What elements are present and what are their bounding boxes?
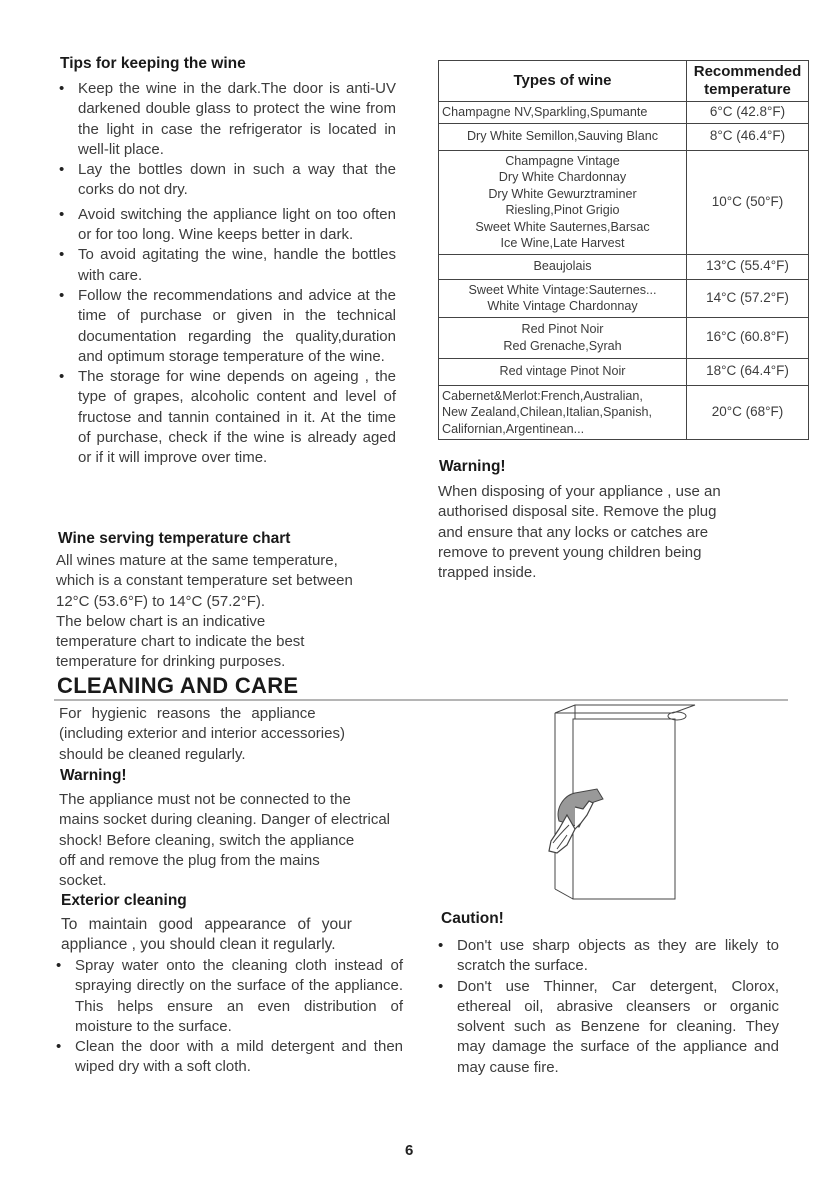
disposal-line: When disposing of your appliance , use an (438, 483, 721, 500)
table-header-temperature: Recommended temperature (687, 61, 809, 102)
page-number: 6 (405, 1142, 414, 1159)
caution-item: • Don't use sharp objects as they are likely to scratch the surface. (437, 936, 779, 977)
wine-type-cell: Sweet White Vintage:Sauternes... White Vintage Chardonnay (439, 279, 687, 317)
fridge-knob-icon (668, 712, 686, 720)
wine-type-cell: Champagne Vintage Dry White Chardonnay Dry White Gewurztraminer Riesling,Pinot Grigio Sweet White Sauternes,Barsac Ice Wine,Late Harvest (439, 150, 687, 254)
warning-line: mains socket during cleaning. Danger of electrical (59, 811, 391, 829)
cleaning-warning-heading: Warning! (60, 767, 127, 784)
wine-temperature-table (438, 60, 809, 440)
table-row (439, 385, 809, 440)
disposal-line: authorised disposal site. Remove the plug (438, 503, 717, 521)
table-row (439, 102, 809, 124)
tips-item: • Lay the bottles down in such a way that the corks do not dry. (58, 160, 396, 201)
disposal-line: remove to prevent young children being (438, 543, 702, 561)
table-row (439, 150, 809, 254)
tips-item: • Follow the recommendations and advice at the time of purchase or given in the technical documentation regarding the quality,duration and optimum storage temperature of the wine. (58, 286, 396, 367)
exterior-item: • Spray water onto the cleaning cloth instead of spraying directly on the surface of the appliance. This helps ensure an even distribution of moisture to the surface. (55, 956, 403, 1037)
table-row (439, 358, 809, 385)
refrigerator-cleaning-illustration (545, 703, 705, 903)
table-header-row (439, 61, 809, 102)
wine-type-cell: Beaujolais (439, 254, 687, 279)
serving-heading: Wine serving temperature chart (58, 530, 291, 547)
wine-temp-cell: 10°C (50°F) (687, 150, 809, 254)
exterior-item: • Clean the door with a mild detergent and then wiped dry with a soft cloth. (55, 1037, 403, 1078)
exterior-intro-line: appliance , you should clean it regularly. (61, 936, 336, 954)
intro-line: (including exterior and interior accessories) (59, 725, 345, 743)
fridge-base-edge (555, 889, 573, 899)
warning-line: off and remove the plug from the mains (59, 851, 320, 869)
wine-type-cell: Dry White Semillon,Sauving Blanc (439, 123, 687, 150)
serving-line: temperature chart to indicate the best (56, 633, 305, 651)
tips-item: • To avoid agitating the wine, handle the bottles with care. (58, 245, 396, 286)
wine-temp-cell: 20°C (68°F) (687, 385, 809, 440)
tips-item: • The storage for wine depends on ageing , the type of grapes, alcoholic content and level of fructose and tannin contained in it. At the time of purchase, check if the wine is already aged or if it will improve over time. (58, 367, 396, 468)
table-row (439, 254, 809, 279)
tips-item: • Avoid switching the appliance light on too often or for too long. Wine keeps better in dark. (58, 205, 396, 246)
section-title: CLEANING AND CARE (57, 673, 299, 698)
warning-line: shock! Before cleaning, switch the appliance (59, 831, 355, 849)
wine-type-cell: Cabernet&Merlot:French,Australian, New Zealand,Chilean,Italian,Spanish, Californian,Argentinean... (439, 385, 687, 440)
cleaning-warning-text (59, 790, 439, 891)
exterior-cleaning-heading: Exterior cleaning (61, 892, 187, 909)
exterior-intro (61, 915, 401, 956)
wine-type-cell: Red vintage Pinot Noir (439, 358, 687, 385)
exterior-intro-line: To maintain good appearance of your (61, 916, 352, 933)
intro-line: For hygienic reasons the appliance (59, 705, 316, 722)
wine-temp-cell: 6°C (42.8°F) (687, 102, 809, 124)
table-row (439, 123, 809, 150)
warning-line: The appliance must not be connected to the (59, 791, 351, 808)
serving-line: The below chart is an indicative (56, 612, 266, 630)
caution-heading: Caution! (441, 910, 504, 927)
serving-line: which is a constant temperature set between (56, 572, 353, 590)
intro-line: should be cleaned regularly. (59, 745, 246, 763)
serving-line: 12°C (53.6°F) to 14°C (57.2°F). (56, 592, 266, 610)
wine-temp-cell: 13°C (55.4°F) (687, 254, 809, 279)
tips-list (58, 79, 396, 469)
tips-heading: Tips for keeping the wine (60, 55, 246, 72)
table-row (439, 317, 809, 358)
serving-text (56, 551, 406, 673)
disposal-warning-heading: Warning! (439, 458, 506, 475)
exterior-list (55, 956, 403, 1078)
wine-temp-cell: 14°C (57.2°F) (687, 279, 809, 317)
wine-temp-cell: 18°C (64.4°F) (687, 358, 809, 385)
serving-line: temperature for drinking purposes. (56, 653, 286, 671)
wine-temp-cell: 8°C (46.4°F) (687, 123, 809, 150)
wine-type-cell: Champagne NV,Sparkling,Spumante (439, 102, 687, 124)
caution-item: • Don't use Thinner, Car detergent, Clorox, ethereal oil, abrasive cleansers or organic solvent such as Benzene for cleaning. They may damage the surface of the appliance and may cause fire. (437, 977, 779, 1078)
warning-line: socket. (59, 872, 107, 890)
table-header-type: Types of wine (439, 61, 687, 102)
cleaning-intro (59, 704, 399, 765)
tips-item: • Keep the wine in the dark.The door is anti-UV darkened double glass to protect the wine from the light in case the refrigerator is located in well-lit place. (58, 79, 396, 160)
wine-temp-cell: 16°C (60.8°F) (687, 317, 809, 358)
disposal-line: and ensure that any locks or catches are (438, 523, 709, 541)
serving-line: All wines mature at the same temperature, (56, 552, 338, 569)
caution-list (437, 936, 779, 1078)
table-row (439, 279, 809, 317)
disposal-line: trapped inside. (438, 564, 537, 582)
wine-type-cell: Red Pinot Noir Red Grenache,Syrah (439, 317, 687, 358)
section-divider (54, 699, 788, 701)
disposal-warning-text (438, 482, 778, 583)
